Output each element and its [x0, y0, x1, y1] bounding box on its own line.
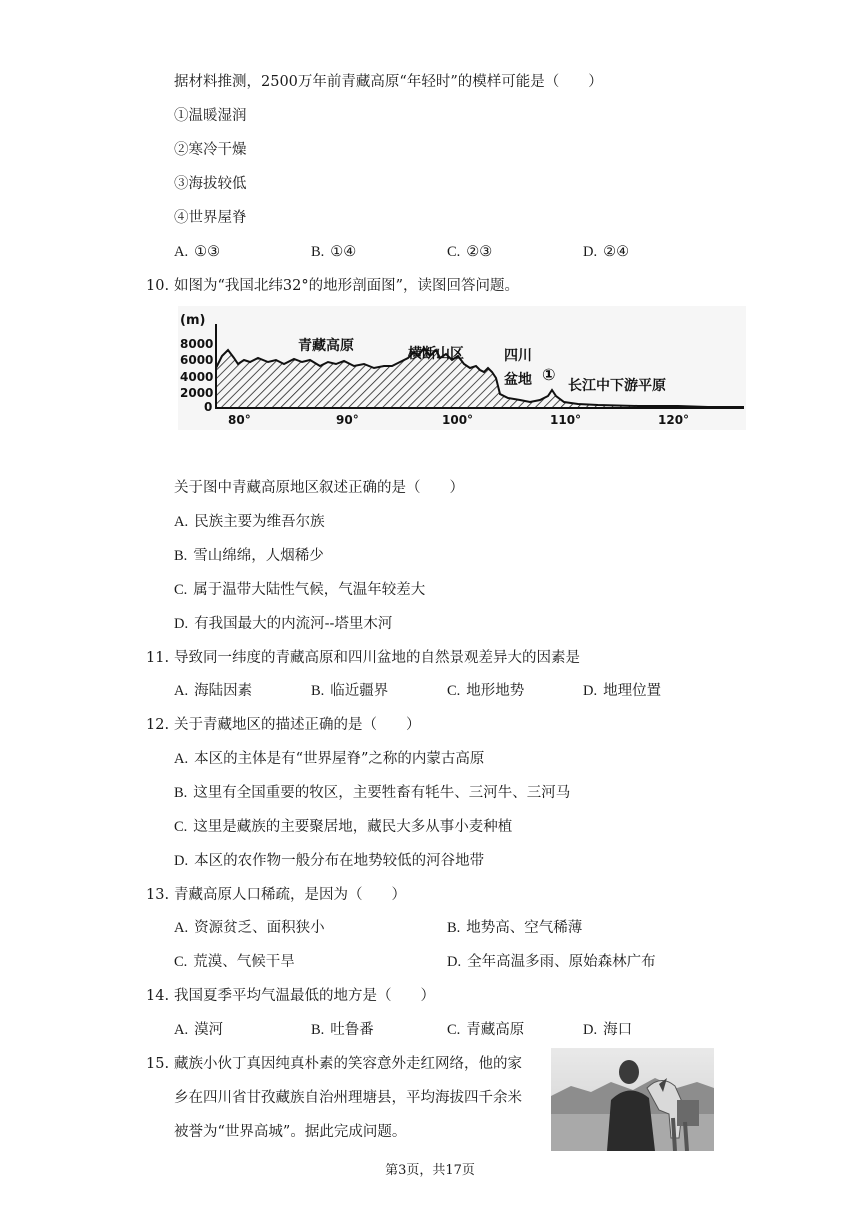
label-sichuan-1: 四川	[504, 348, 532, 364]
q13-option-c[interactable]: C. 荒漠、气候干旱	[174, 954, 295, 970]
q15-number: 15.	[146, 1056, 170, 1072]
photo-illustration	[551, 1048, 714, 1151]
q14-number: 14.	[146, 988, 170, 1004]
q14-stem: 我国夏季平均气温最低的地方是（ ）	[174, 988, 435, 1004]
q15-line-1: 藏族小伙丁真因纯真朴素的笑容意外走红网络，他的家	[174, 1056, 522, 1072]
q10-option-a[interactable]: A. 民族主要为维吾尔族	[174, 514, 325, 530]
q10-option-d[interactable]: D. 有我国最大的内流河--塔里木河	[174, 616, 393, 632]
label-sichuan-2: 盆地	[504, 372, 532, 388]
q9-item-3: ③海拔较低	[174, 176, 247, 192]
page-footer: 第3页，共17页	[385, 1163, 475, 1178]
q10-sub-stem: 关于图中青藏高原地区叙述正确的是（ ）	[174, 480, 464, 496]
q13-number: 13.	[146, 887, 170, 903]
q9-option-b[interactable]: B. ①④	[311, 244, 357, 260]
q14-option-c[interactable]: C. 青藏高原	[447, 1022, 525, 1038]
q14-option-a[interactable]: A. 漠河	[174, 1022, 224, 1038]
q11-option-c[interactable]: C. 地形地势	[447, 683, 525, 699]
label-qinghai-tibet-plateau: 青藏高原	[298, 338, 354, 354]
q13-option-b[interactable]: B. 地势高、空气稀薄	[447, 920, 583, 936]
x-tick-80: 80°	[228, 413, 251, 427]
q12-option-d[interactable]: D. 本区的农作物一般分布在地势较低的河谷地带	[174, 853, 485, 869]
q12-option-a[interactable]: A. 本区的主体是有“世界屋脊”之称的内蒙古高原	[174, 751, 485, 767]
label-marker-1: ①	[542, 365, 556, 384]
q11-option-d[interactable]: D. 地理位置	[583, 683, 662, 699]
q11-number: 11.	[146, 650, 170, 666]
q15-line-2: 乡在四川省甘孜藏族自治州理塘县，平均海拔四千余米	[174, 1090, 522, 1106]
q9-item-1: ①温暖湿润	[174, 108, 247, 124]
y-tick-8000: 8000	[180, 337, 214, 351]
q12-option-c[interactable]: C. 这里是藏族的主要聚居地，藏民大多从事小麦种植	[174, 819, 513, 835]
q9-stem: 据材料推测，2500万年前青藏高原“年轻时”的模样可能是（ ）	[174, 74, 603, 90]
label-yangtze-plain: 长江中下游平原	[568, 378, 666, 394]
x-tick-100: 100°	[442, 413, 474, 427]
y-tick-0: 0	[204, 400, 213, 414]
terrain-profile-figure	[178, 306, 746, 430]
q11-option-b[interactable]: B. 临近疆界	[311, 683, 389, 699]
q9-item-4: ④世界屋脊	[174, 210, 247, 226]
dingzhen-photo	[551, 1048, 714, 1151]
q11-stem: 导致同一纬度的青藏高原和四川盆地的自然景观差异大的因素是	[174, 650, 580, 666]
q12-stem: 关于青藏地区的描述正确的是（ ）	[174, 717, 421, 733]
y-tick-6000: 6000	[180, 353, 214, 367]
q11-option-a[interactable]: A. 海陆因素	[174, 683, 253, 699]
q9-option-c[interactable]: C. ②③	[447, 244, 493, 260]
x-tick-110: 110°	[550, 413, 582, 427]
q9-option-a[interactable]: A. ①③	[174, 244, 221, 260]
q13-option-a[interactable]: A. 资源贫乏、面积狭小	[174, 920, 325, 936]
q14-option-b[interactable]: B. 吐鲁番	[311, 1022, 374, 1038]
x-tick-90: 90°	[336, 413, 359, 427]
x-tick-120: 120°	[658, 413, 690, 427]
q12-option-b[interactable]: B. 这里有全国重要的牧区，主要牲畜有牦牛、三河牛、三河马	[174, 785, 571, 801]
q15-line-3: 被誉为“世界高城”。据此完成问题。	[174, 1124, 407, 1140]
q9-option-d[interactable]: D. ②④	[583, 244, 630, 260]
label-hengduan-mountains: 横断山区	[408, 346, 464, 362]
terrain-profile-svg	[178, 306, 746, 430]
q14-option-d[interactable]: D. 海口	[583, 1022, 633, 1038]
q10-option-c[interactable]: C. 属于温带大陆性气候，气温年较差大	[174, 582, 426, 598]
q13-stem: 青藏高原人口稀疏，是因为（ ）	[174, 887, 406, 903]
q9-item-2: ②寒冷干燥	[174, 142, 247, 158]
q12-number: 12.	[146, 717, 170, 733]
y-tick-4000: 4000	[180, 370, 214, 384]
q10-option-b[interactable]: B. 雪山绵绵，人烟稀少	[174, 548, 324, 564]
q13-option-d[interactable]: D. 全年高温多雨、原始森林广布	[447, 954, 656, 970]
q10-stem: 如图为“我国北纬32°的地形剖面图”，读图回答问题。	[174, 278, 520, 294]
y-tick-2000: 2000	[180, 386, 214, 400]
q10-number: 10.	[146, 278, 170, 294]
y-unit-label: (m)	[180, 313, 206, 328]
